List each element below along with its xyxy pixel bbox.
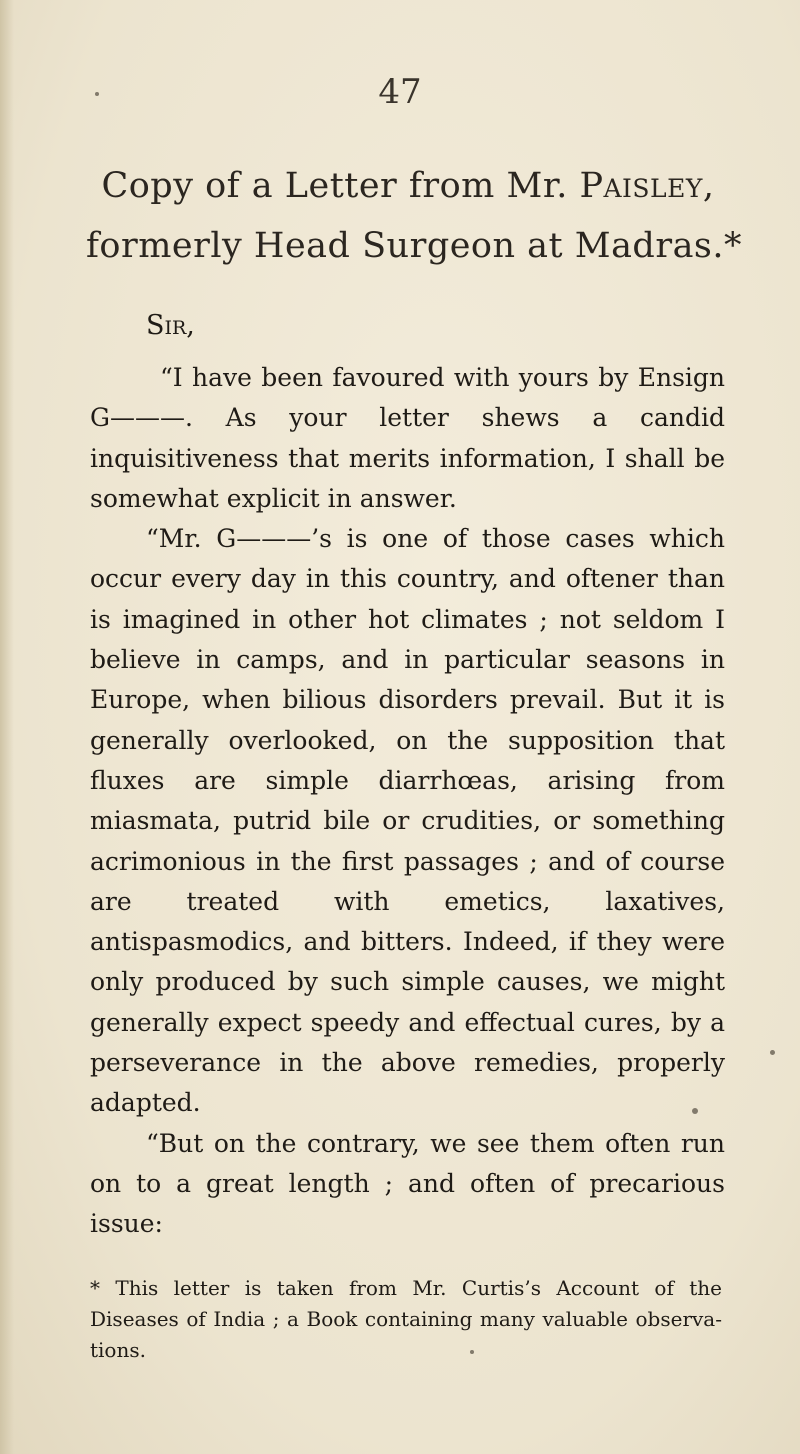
heading-text: Copy of a Letter from Mr. <box>101 166 580 206</box>
page-number: 47 <box>378 72 422 112</box>
heading-name: Paisley, <box>579 166 715 206</box>
paragraph-1: “I have been favoured with yours by Ensign G———. As your letter shews a candid inquisitiveness that merits information, I shall be somewhat explicit in answer. <box>90 363 725 513</box>
heading-line-1 <box>8 166 800 206</box>
ink-speck <box>770 1050 775 1055</box>
paragraph-3: “But on the contrary, we see them often run on to a great length ; and often of precarious issue: <box>90 1128 725 1239</box>
ink-speck <box>95 92 99 96</box>
heading-line-2: formerly Head Surgeon at Madras.* <box>85 226 743 266</box>
ink-speck <box>692 1108 698 1114</box>
page-edge-shadow <box>0 0 14 1454</box>
paragraph-2: “Mr. G———’s is one of those cases which occur every day in this country, and oftener than is imagined in other hot climates ; not seldom I believe in camps, and in particular seasons in Europe, when bilious disorders prevail. But it is generally overlooked, on the supposition that fluxes are simple diarrhœas, arising from miasmata, putrid bile or crudities, or something acrimonious in the first passages ; and of course are treated with emetics, laxatives, antispasmodics, and bitters. Indeed, if they were only produced by such simple causes, we might generally expect speedy and effectual cures, by a perseverance in the above remedies, properly adapted. <box>90 524 725 1118</box>
ink-speck <box>470 1350 474 1354</box>
letter-body <box>90 358 725 1245</box>
salutation: Sir, <box>146 310 195 341</box>
footnote: * This letter is taken from Mr. Curtis’s Account of the Diseases of India ; a Book containing many valuable observations. <box>90 1276 722 1362</box>
